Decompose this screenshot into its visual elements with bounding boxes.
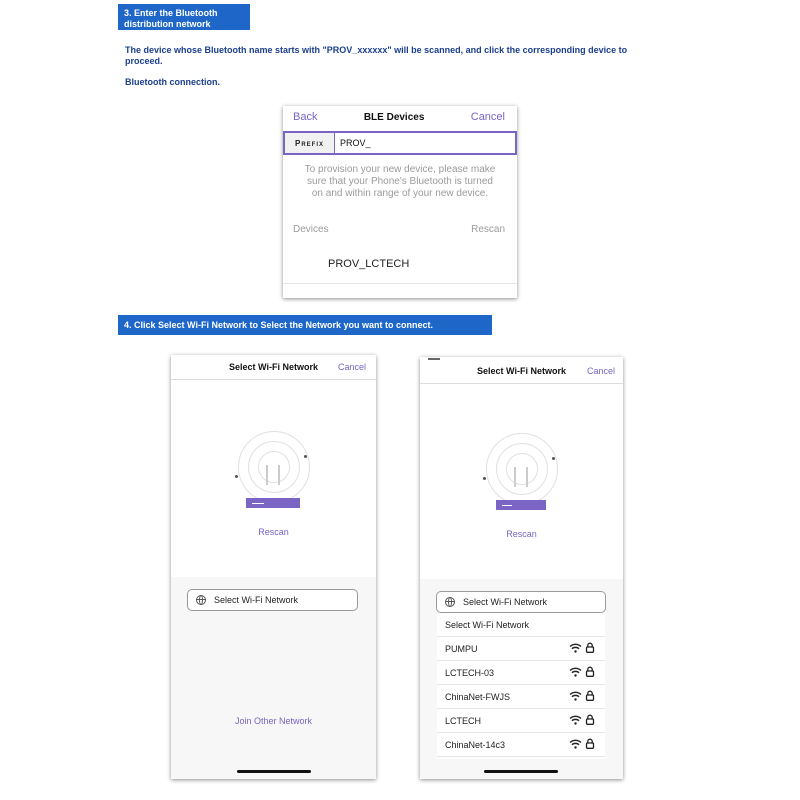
ble-title: BLE Devices — [363, 111, 425, 123]
device-item[interactable]: PROV_LCTECH — [328, 258, 410, 270]
ble-devices-screen — [283, 106, 517, 298]
step4-banner — [118, 315, 492, 335]
step3-title-line2: distribution network — [124, 19, 211, 29]
step4-title: 4. Click Select Wi-Fi Network to Select the Network you want to connect. — [124, 319, 433, 330]
network-row[interactable] — [437, 733, 605, 757]
step3-desc-line1: The device whose Bluetooth name starts with "PROV_xxxxxx" will be scanned, and click the corresponding device to — [125, 45, 628, 55]
step3-banner — [118, 4, 250, 30]
wifi-screen-right — [420, 357, 623, 779]
network-name: LCTECH-03 — [445, 667, 495, 678]
wifi-right-header — [420, 359, 623, 384]
network-list — [437, 613, 605, 759]
devices-label: Devices — [293, 224, 329, 235]
network-row[interactable] — [437, 709, 605, 733]
help-line1: To provision your new device, please make — [304, 164, 496, 175]
lock-icon — [585, 738, 595, 751]
prefix-row — [283, 131, 517, 155]
network-status-icons — [569, 666, 595, 679]
wifi-left-header — [171, 355, 376, 380]
wifi-left-select-field[interactable] — [187, 589, 358, 611]
router-illustration — [486, 433, 556, 523]
network-list-header — [437, 613, 605, 637]
network-status-icons — [569, 714, 595, 727]
globe-icon — [196, 595, 206, 605]
globe-icon — [445, 597, 455, 607]
cancel-button[interactable]: Cancel — [470, 111, 505, 123]
home-indicator — [237, 770, 311, 773]
network-row[interactable] — [437, 661, 605, 685]
wifi-icon — [569, 715, 582, 727]
lock-icon — [585, 714, 595, 727]
prefix-input[interactable]: PROV_ — [340, 138, 371, 148]
wifi-icon — [569, 643, 582, 655]
network-status-icons — [569, 738, 595, 751]
wifi-left-title: Select Wi-Fi Network — [229, 362, 318, 372]
network-name: ChinaNet-14c3 — [445, 739, 506, 750]
step3-desc-line2: proceed. — [125, 56, 163, 66]
wifi-right-select-field[interactable] — [436, 591, 606, 613]
back-button[interactable]: Back — [293, 111, 318, 123]
router-illustration — [238, 431, 308, 521]
wifi-left-rescan-button[interactable]: Rescan — [258, 527, 289, 537]
lock-icon — [585, 642, 595, 655]
wifi-icon — [569, 691, 582, 703]
network-name: LCTECH — [445, 715, 482, 726]
lock-icon — [585, 690, 595, 703]
help-line3: on and within range of your new device. — [311, 188, 489, 199]
network-row[interactable] — [437, 637, 605, 661]
wifi-left-select-label: Select Wi-Fi Network — [214, 595, 299, 605]
wifi-right-title: Select Wi-Fi Network — [477, 366, 566, 376]
wifi-right-cancel-button[interactable]: Cancel — [586, 366, 615, 376]
network-row[interactable] — [437, 685, 605, 709]
rescan-button[interactable]: Rescan — [471, 224, 505, 235]
network-status-icons — [569, 642, 595, 655]
wifi-icon — [569, 739, 582, 751]
network-list-header-label: Select Wi-Fi Network — [445, 619, 530, 630]
network-status-icons — [569, 690, 595, 703]
home-indicator — [484, 770, 558, 773]
device-divider — [283, 283, 517, 284]
wifi-icon — [569, 667, 582, 679]
wifi-right-rescan-button[interactable]: Rescan — [506, 529, 537, 539]
provision-help-text — [283, 164, 517, 200]
network-name: PUMPU — [445, 643, 478, 654]
step3-description — [125, 45, 685, 88]
join-other-network-button[interactable]: Join Other Network — [234, 716, 313, 726]
lock-icon — [585, 666, 595, 679]
ble-header — [283, 106, 517, 128]
step3-desc-line3: Bluetooth connection. — [125, 77, 220, 87]
help-line2: sure that your Phone's Bluetooth is turned — [307, 176, 493, 187]
prefix-label: Prefix — [285, 133, 335, 153]
wifi-right-select-label: Select Wi-Fi Network — [463, 597, 548, 607]
step3-title-line1: 3. Enter the Bluetooth — [124, 8, 218, 18]
wifi-left-cancel-button[interactable]: Cancel — [337, 362, 366, 372]
network-name: ChinaNet-FWJS — [445, 691, 511, 702]
wifi-screen-left — [171, 355, 376, 779]
